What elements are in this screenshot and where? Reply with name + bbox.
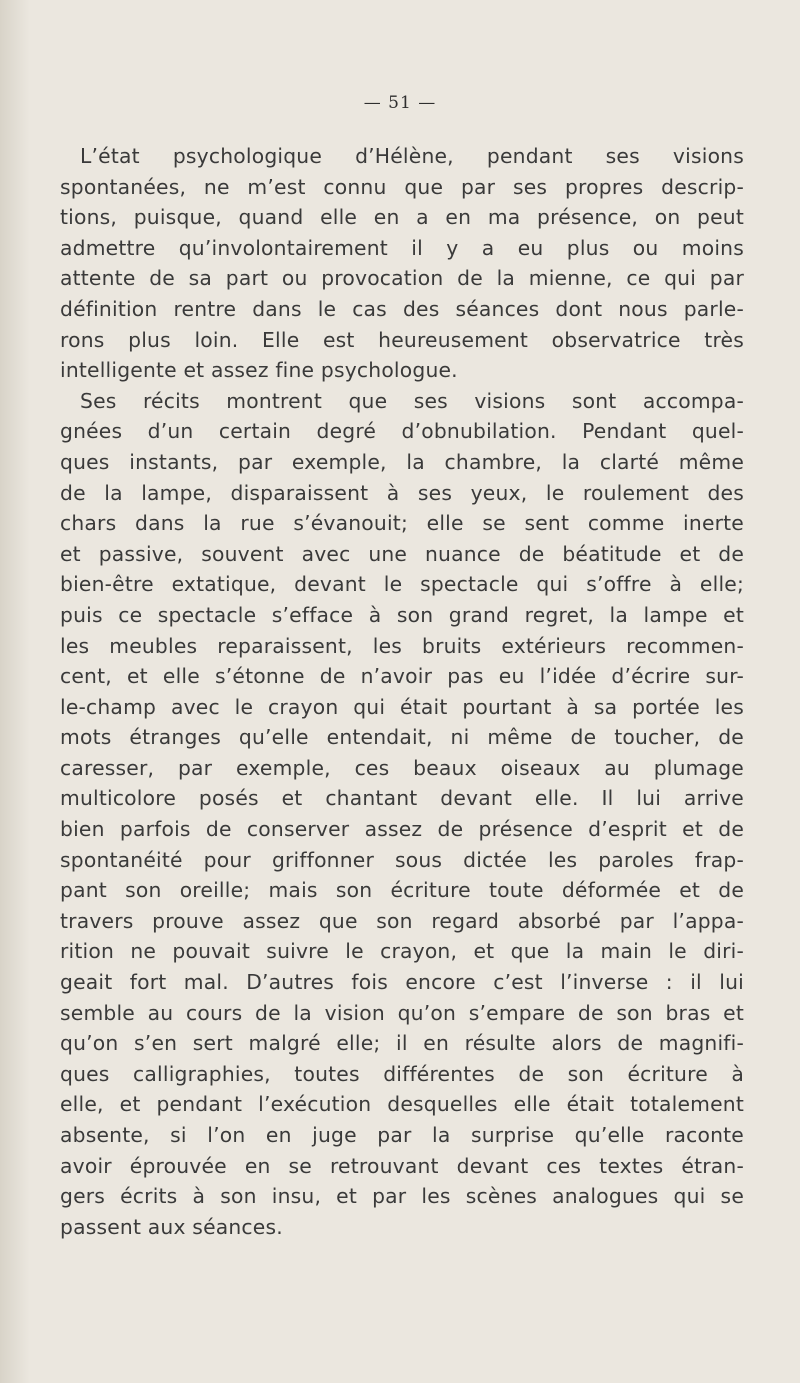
text-line: gers écrits à son insu, et par les scènes analogues qui se: [60, 1184, 744, 1209]
text-line: rition ne pouvait suivre le crayon, et que la main le diri-: [60, 939, 744, 964]
text-line: travers prouve assez que son regard absorbé par l’appa-: [60, 908, 744, 933]
text-line: absente, si l’on en juge par la surprise qu’elle raconte: [60, 1123, 744, 1147]
text-line: les meubles reparaissent, les bruits extérieurs recommen-: [60, 633, 744, 658]
text-line: multicolore posés et chantant devant elle. Il lui arrive: [60, 786, 744, 811]
text-line: spontanées, ne m’est connu que par ses propres descrip-: [60, 174, 744, 199]
text-line: elle, et pendant l’exécution desquelles elle était totalement: [60, 1092, 744, 1117]
text-line: puis ce spectacle s’efface à son grand regret, la lampe et: [60, 602, 744, 627]
body-text: [60, 141, 744, 1242]
text-line: spontanéité pour griffonner sous dictée les paroles frap-: [60, 847, 744, 872]
text-line: admettre qu’involontairement il y a eu plus ou moins: [60, 235, 744, 260]
text-line: geait fort mal. D’autres fois encore c’est l’inverse : il lui: [60, 970, 744, 995]
text-line: et passive, souvent avec une nuance de béatitude et de: [60, 541, 744, 566]
text-line: bien-être extatique, devant le spectacle qui s’offre à elle;: [60, 572, 744, 597]
text-line: cent, et elle s’étonne de n’avoir pas eu l’idée d’écrire sur-: [60, 664, 744, 689]
text-line: semble au cours de la vision qu’on s’empare de son bras et: [60, 1000, 744, 1025]
text-line: rons plus loin. Elle est heureusement observatrice très: [60, 327, 744, 352]
text-line: qu’on s’en sert malgré elle; il en résulte alors de magnifi-: [60, 1031, 744, 1056]
text-line: gnées d’un certain degré d’obnubilation. Pendant quel-: [60, 419, 744, 444]
text-line: mots étranges qu’elle entendait, ni même de toucher, de: [60, 725, 744, 750]
text-line: passent aux séances.: [60, 1214, 283, 1239]
text-line: caresser, par exemple, ces beaux oiseaux au plumage: [60, 755, 744, 780]
text-line: intelligente et assez fine psychologue.: [60, 358, 458, 383]
page-number: — 51 —: [363, 93, 437, 113]
text-line: pant son oreille; mais son écriture toute déformée et de: [60, 878, 744, 903]
text-line: ques calligraphies, toutes différentes de son écriture à: [60, 1061, 744, 1086]
page-edge-shadow: [0, 0, 30, 1383]
text-line: tions, puisque, quand elle en a en ma présence, on peut: [60, 205, 744, 230]
text-line: avoir éprouvée en se retrouvant devant ces textes étran-: [60, 1153, 744, 1178]
text-line: de la lampe, disparaissent à ses yeux, le roulement des: [60, 480, 744, 505]
text-line: le-champ avec le crayon qui était pourtant à sa portée les: [60, 694, 744, 719]
text-line: chars dans la rue s’évanouit; elle se sent comme inerte: [60, 511, 744, 536]
text-line: Ses récits montrent que ses visions sont accompa-: [80, 388, 744, 413]
text-line: attente de sa part ou provocation de la mienne, ce qui par: [60, 266, 744, 291]
text-line: définition rentre dans le cas des séances dont nous parle-: [60, 296, 744, 321]
text-line: bien parfois de conserver assez de présence d’esprit et de: [60, 817, 744, 842]
text-line: ques instants, par exemple, la chambre, la clarté même: [60, 449, 744, 474]
text-line: L’état psychologique d’Hélène, pendant ses visions: [80, 144, 744, 168]
